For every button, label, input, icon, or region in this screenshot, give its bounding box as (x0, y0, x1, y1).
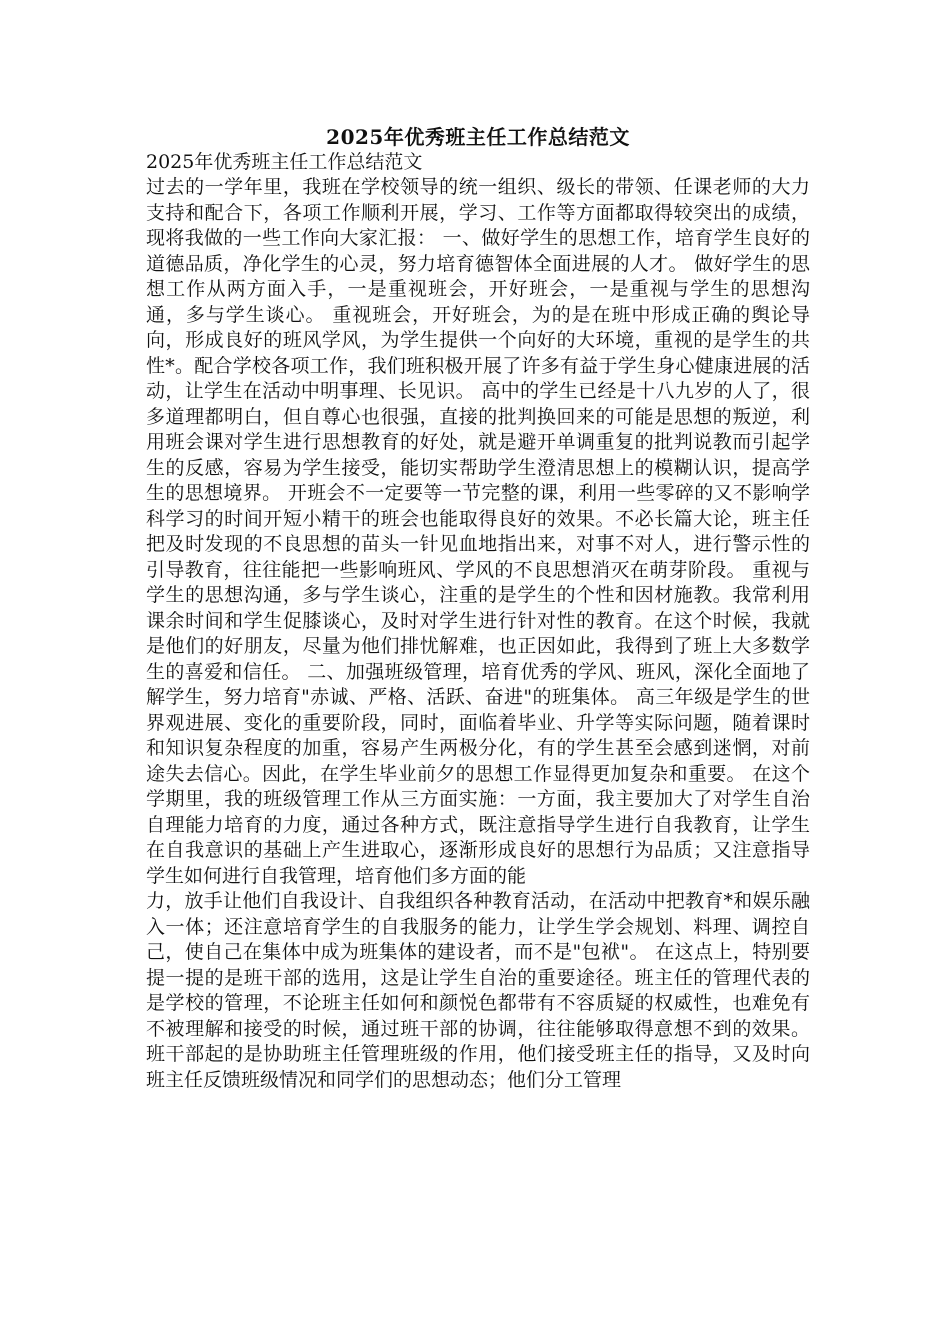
document-page (146, 124, 810, 1093)
body-paragraph-2: 力，放手让他们自我设计、自我组织各种教育活动，在活动中把教育*和娱乐融入一体；还注意培育学生的自我服务的能力，让学生学会规划、料理、调控自己，使自己在集体中成为班集体的建设者，而不是"包袱"。 在这点上，特别要提一提的是班干部的选用，这是让学生自治的重要途径。班主任的管理代表的是学校的管理，不论班主任如何和颜悦色都带有不容质疑的权威性，也难免有不被理解和接受的时候，通过班干部的协调，往往能够取得意想不到的效果。班干部起的是协助班主任管理班级的作用，他们接受班主任的指导，又及时向班主任反馈班级情况和同学们的思想动态；他们分工管理 (146, 890, 810, 1091)
document-subtitle: 2025年优秀班主任工作总结范文 (146, 151, 423, 173)
document-title: 2025年优秀班主任工作总结范文 (326, 125, 630, 149)
body-paragraph-1: 过去的一学年里，我班在学校领导的统一组织、级长的带领、任课老师的大力支持和配合下，各项工作顺利开展，学习、工作等方面都取得较突出的成绩，现将我做的一些工作向大家汇报： 一、做好学生的思想工作，培育学生良好的道德品质，净化学生的心灵，努力培育德智体全面进展的人才。 做好学生的思想工作从两方面入手，一是重视班会，开好班会，一是重视与学生的思想沟通，多与学生谈心。 重视班会，开好班会，为的是在班中形成正确的舆论导向，形成良好的班风学风，为学生提供一个向好的大环境，重视的是学生的共性*。配合学校各项工作，我们班积极开展了许多有益于学生身心健康进展的活动，让学生在活动中明事理、长见识。 高中的学生已经是十八九岁的人了，很多道理都明白，但自尊心也很强，直接的批判换回来的可能是思想的叛逆，利用班会课对学生进行思想教育的好处，就是避开单调重复的批判说教而引起学生的反感，容易为学生接受，能切实帮助学生澄清思想上的模糊认识，提高学生的思想境界。 开班会不一定要等一节完整的课，利用一些零碎的又不影响学科学习的时间开短小精干的班会也能取得良好的效果。不必长篇大论，班主任把及时发现的不良思想的苗头一针见血地指出来，对事不对人，进行警示性的引导教育，往往能把一些影响班风、学风的不良思想消灭在萌芽阶段。 重视与学生的思想沟通，多与学生谈心，注重的是学生的个性和因材施教。我常利用课余时间和学生促膝谈心，及时对学生进行针对性的教育。在这个时候，我就是他们的好朋友，尽量为他们排忧解难，也正因如此，我得到了班上大多数学生的喜爱和信任。 二、加强班级管理，培育优秀的学风、班风，深化全面地了解学生，努力培育"赤诚、严格、活跃、奋进"的班集体。 高三年级是学生的世界观进展、变化的重要阶段，同时，面临着毕业、升学等实际问题，随着课时和知识复杂程度的加重，容易产生两极分化，有的学生甚至会感到迷惘，对前途失去信心。因此，在学生毕业前夕的思想工作显得更加复杂和重要。 在这个学期里，我的班级管理工作从三方面实施：一方面，我主要加大了对学生自治自理能力培育的力度，通过各种方式，既注意指导学生进行自我教育，让学生在自我意识的基础上产生进取心，逐渐形成良好的思想行为品质；又注意指导学生如何进行自我管理，培育他们多方面的能 (146, 176, 810, 887)
